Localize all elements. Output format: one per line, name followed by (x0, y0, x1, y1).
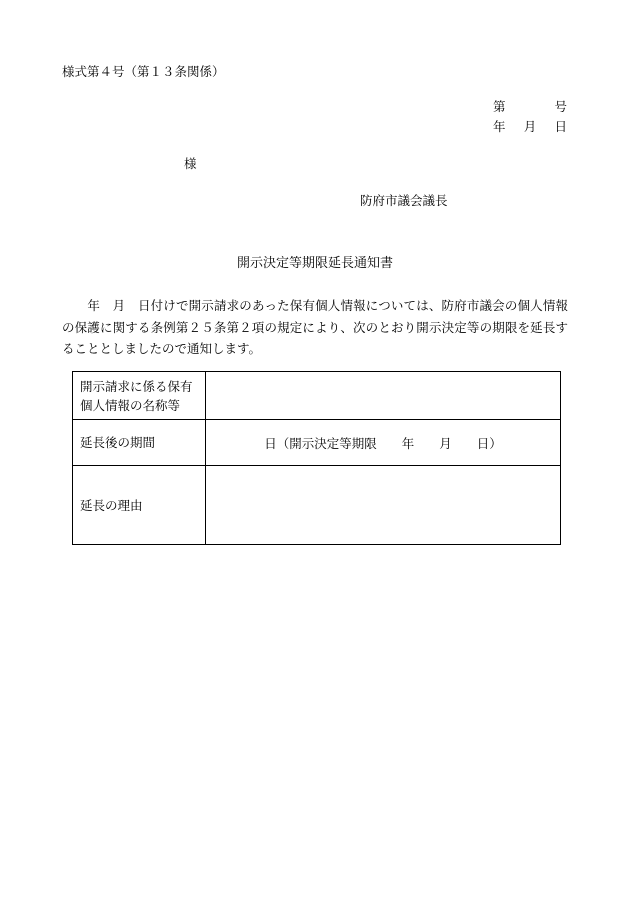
table-row (73, 466, 561, 545)
extended-period-cell: 日（開示決定等期限 年 月 日） (206, 420, 561, 466)
body-text: 年 月 日付けで開示請求のあった保有個人情報については、防府市議会の個人情報の保護に関する条例第２５条第２項の規定により、次のとおり開示決定等の期限を延長することとしましたので通知します。 (62, 298, 568, 356)
row-label-extended-period: 延長後の期間 (73, 420, 206, 466)
form-number: 様式第４号（第１３条関係） (62, 64, 225, 79)
document-title: 開示決定等期限延長通知書 (236, 256, 393, 271)
date-month: 月 (523, 119, 537, 134)
sender-name: 防府市議会議長 (360, 193, 448, 208)
date-day: 日 (554, 119, 567, 134)
table-row (73, 420, 561, 466)
date-year: 年 (493, 119, 506, 134)
row-label-record-name (73, 372, 206, 420)
document-number (493, 99, 567, 115)
row-label-extension-reason: 延長の理由 (73, 466, 206, 545)
extension-reason-cell (206, 466, 561, 545)
label-line: 開示請求に係る保有 (80, 378, 193, 394)
label-line: 個人情報の名称等 (80, 397, 181, 413)
document-date (493, 119, 567, 135)
info-table (72, 371, 561, 545)
record-name-cell (206, 372, 561, 420)
doc-number-suffix: 号 (554, 99, 567, 114)
table-row (73, 372, 561, 420)
body-paragraph (62, 295, 568, 360)
addressee-honorific: 様 (184, 156, 197, 171)
doc-number-prefix: 第 (493, 99, 506, 114)
